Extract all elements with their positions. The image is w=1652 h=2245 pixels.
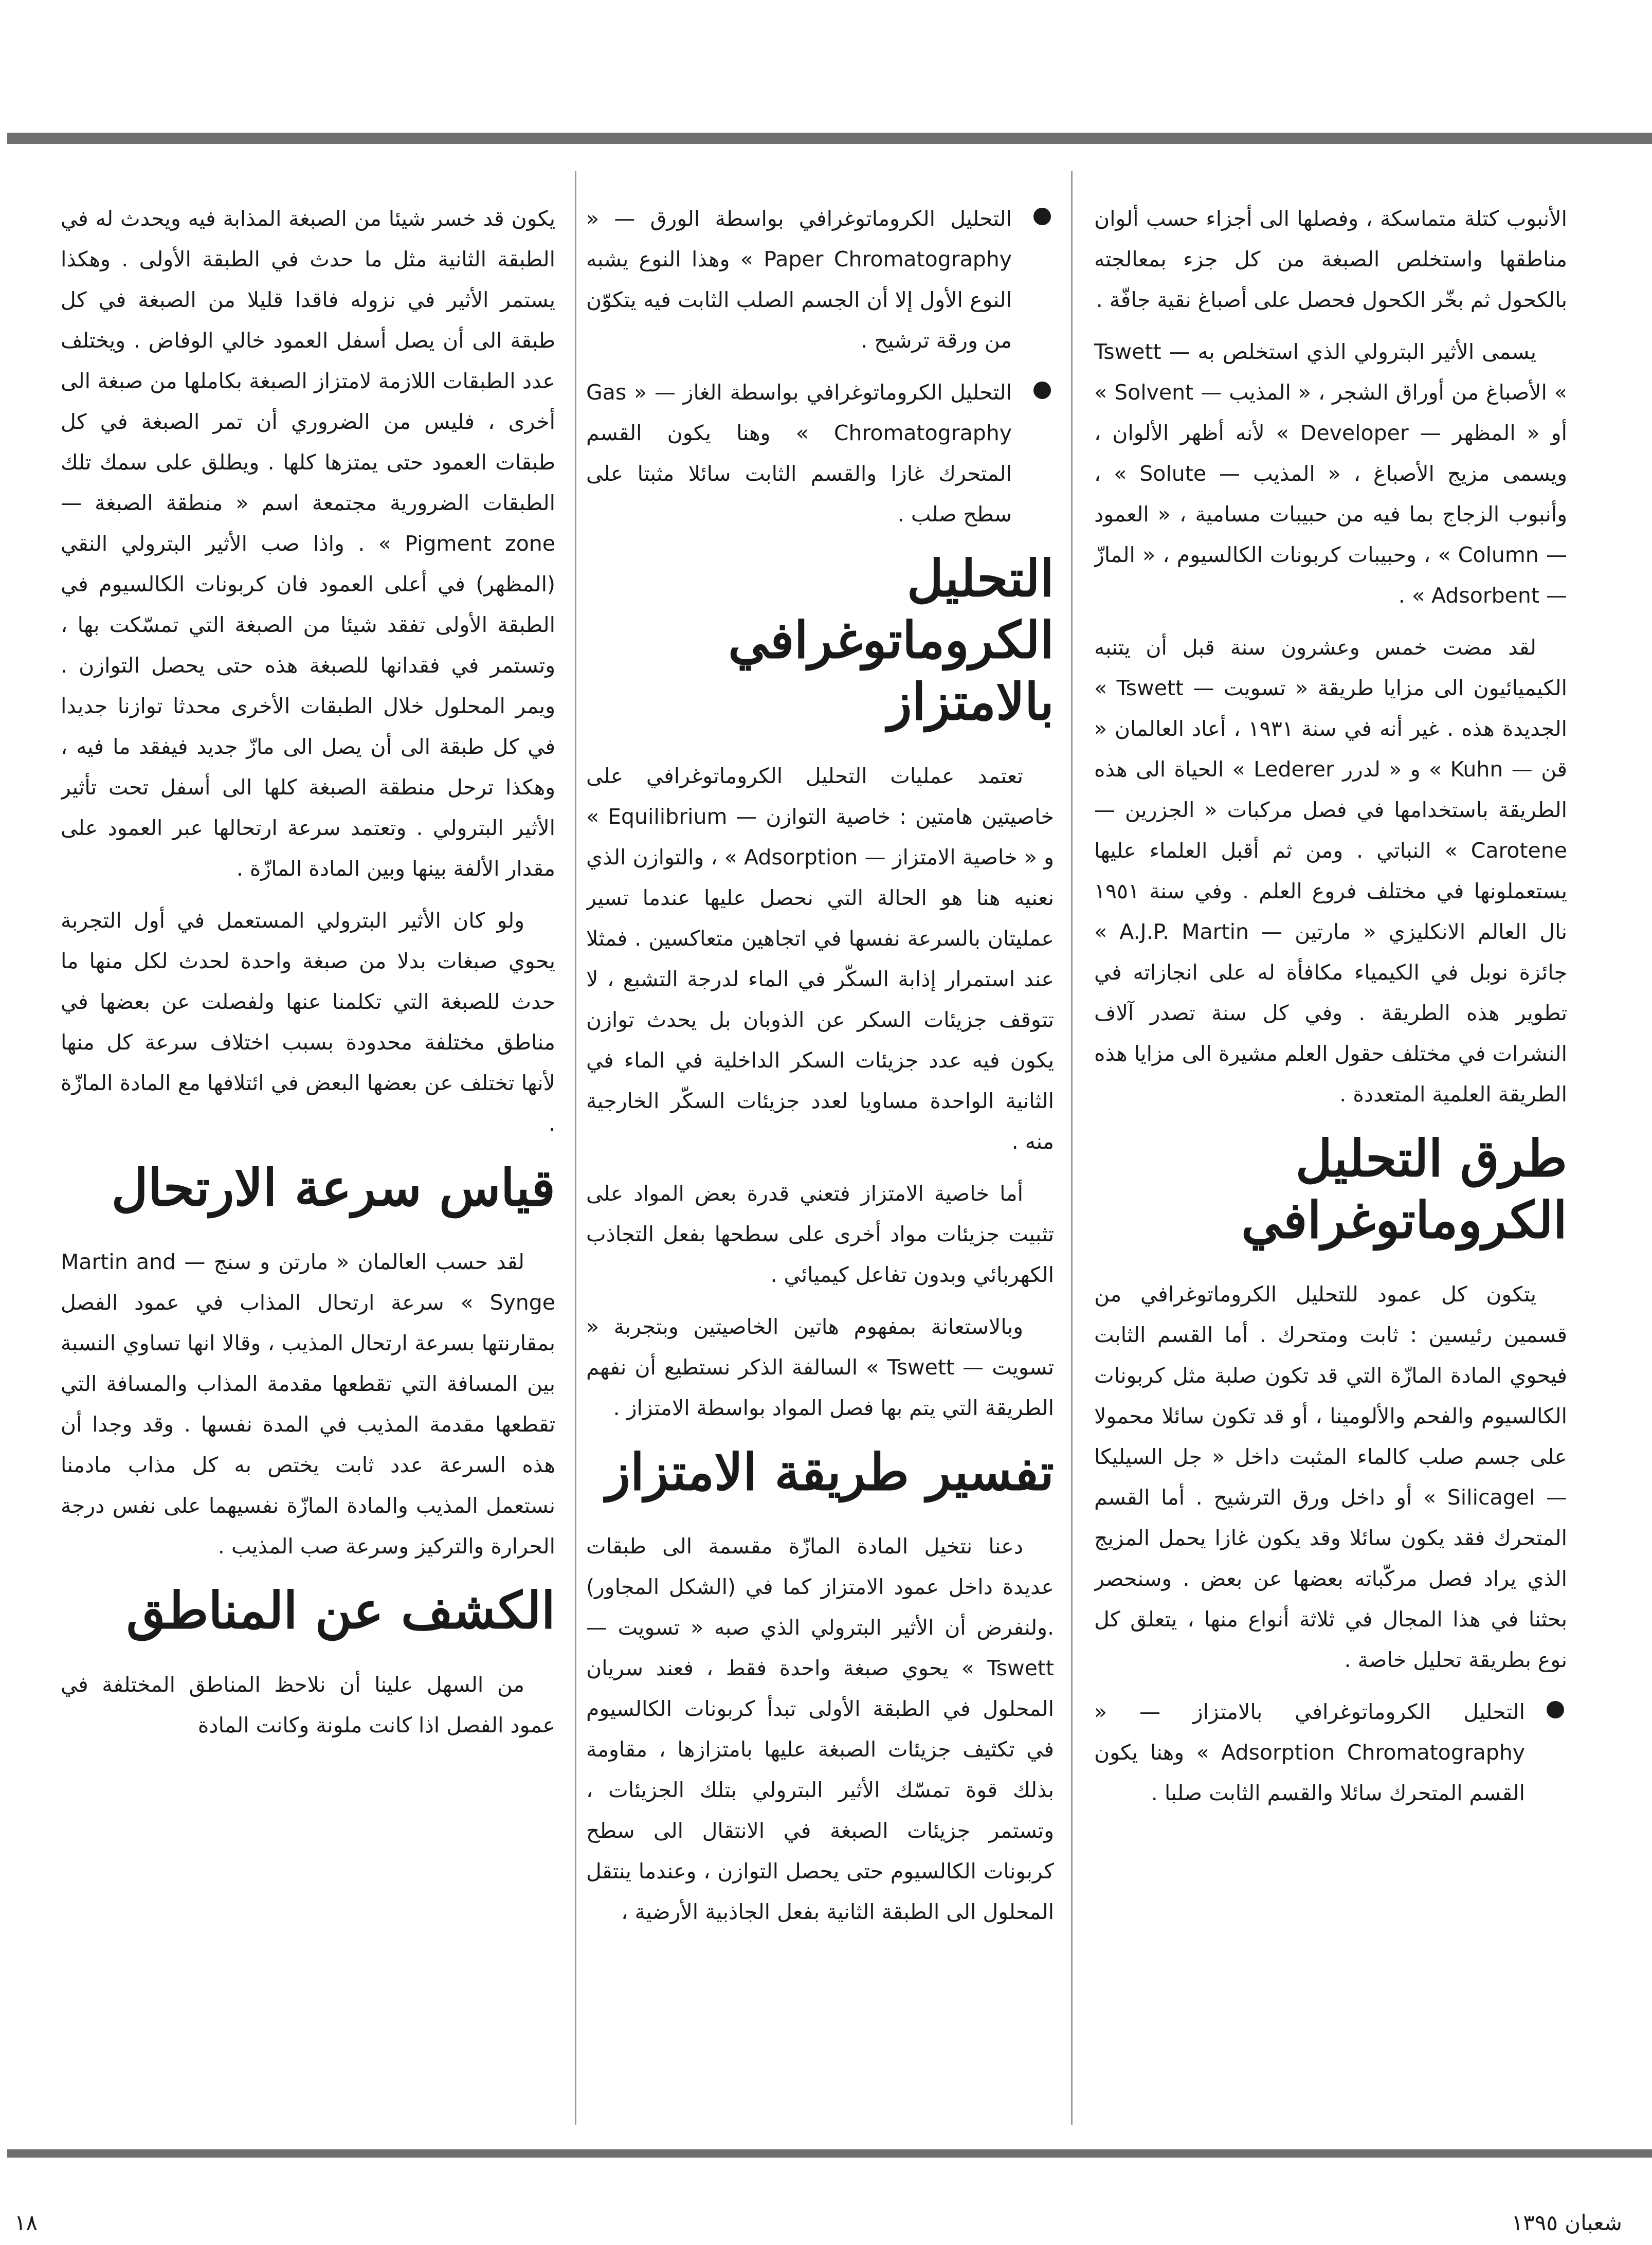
paragraph: من السهل علينا أن نلاحظ المناطق المختلفة في عمود الفصل اذا كانت ملونة وكانت المادة [61, 1672, 555, 1737]
bullet-text: التحليل الكروماتوغرافي بواسطة الورق — « Paper Chromatography » وهذا النوع يشبه النوع الأول إلا أن الجسم الصلب الثابت فيه يتكوّن من ورقة ترشيح . [586, 206, 1012, 353]
bottom-rule [7, 2149, 1652, 2158]
bullet-icon [1547, 1701, 1564, 1718]
column-right [1094, 198, 1567, 2132]
bullet-text: التحليل الكروماتوغرافي بالامتزاز — « Adsorption Chromatography » وهنا يكون القسم المتحرك سائلا والقسم الثابت صلبا . [1094, 1699, 1526, 1805]
bullet-text: التحليل الكروماتوغرافي بواسطة الغاز — « Gas Chromatography » وهنا يكون القسم المتحرك غازا والقسم الثابت سائلا مثبتا على سطح صلب . [586, 380, 1012, 527]
bullet-item [586, 372, 1054, 535]
issue-date: شعبان ١٣٩٥ [1511, 2210, 1622, 2235]
section-heading: التحليل الكروماتوغرافي بالامتزاز [728, 549, 1054, 732]
bullet-icon [1033, 208, 1051, 225]
paragraph: تعتمد عمليات التحليل الكروماتوغرافي على خاصيتين هامتين : خاصية التوازن — Equilibrium » و « خاصية الامتزاز — Adsorption » ، والتوازن الذي نعنيه هنا هو الحالة التي نحصل عليها عندما تسير عمليتان بالسرعة نفسها في اتجاهين متعاكسين . فمثلا عند استمرار إذابة السكّر في الماء لدرجة التشبع ، لا تتوقف جزيئات السكر عن الذوبان بل يحدث توازن يكون فيه عدد جزيئات السكر الداخلية في الماء في الثانية الواحدة مساويا لعدد جزيئات السكّر الخارجية منه . [586, 764, 1054, 1154]
paragraph: ولو كان الأثير البترولي المستعمل في أول التجربة يحوي صبغات بدلا من صبغة واحدة لحدث لكل منها ما حدث للصبغة التي تكلمنا عنها ولفصلت عن بعضها في مناطق مختلفة محدودة بسبب اختلاف سرعة كل منها لأنها تختلف عن بعضها البعض في ائتلافها مع المادة المازّة . [61, 908, 555, 1136]
bullet-icon [1033, 382, 1051, 399]
paragraph: الأنبوب كتلة متماسكة ، وفصلها الى أجزاء حسب ألوان مناطقها واستخلص الصبغة من كل جزء بمعالجته بالكحول ثم بخّر الكحول فحصل على أصباغ نقية جافّة . [1094, 206, 1567, 312]
section-heading: قياس سرعة الارتحال [111, 1158, 555, 1218]
column-middle [586, 198, 1054, 2132]
paragraph: لقد مضت خمس وعشرون سنة قبل أن يتنبه الكيميائيون الى مزايا طريقة « تسويت — Tswett » الجديدة هذه . غير أنه في سنة ١٩٣١ ، أعاد العالمان « قن — Kuhn » و « لدرر Lederer » الحياة الى هذه الطريقة باستخدامها في فصل مركبات « الجزرين — Carotene » النباتي . ومن ثم أقبل العلماء عليها يستعملونها في مختلف فروع العلم . وفي سنة ١٩٥١ نال العالم الانكليزي « مارتين — A.J.P. Martin » جائزة نوبل في الكيمياء مكافأة له على انجازاته في تطوير هذه الطريقة . وفي كل سنة تصدر آلاف النشرات في مختلف حقول العلم مشيرة الى مزايا هذه الطريقة العلمية المتعددة . [1094, 635, 1567, 1107]
section-heading: تفسير طريقة الامتزاز [606, 1443, 1054, 1502]
column-left [61, 198, 555, 2132]
bullet-item [1094, 1692, 1567, 1814]
column-divider [1071, 171, 1073, 2125]
paragraph: يكون قد خسر شيئا من الصبغة المذابة فيه ويحدث له في الطبقة الثانية مثل ما حدث في الطبقة الأولى . وهكذا يستمر الأثير في نزوله فاقدا قليلا من الصبغة في كل طبقة الى أن يصل أسفل العمود خالي الوفاض . ويختلف عدد الطبقات اللازمة لامتزاز الصبغة بكاملها من صبغة الى أخرى ، فليس من الضروري أن تمر الصبغة في كل طبقات العمود حتى يمتزها كلها . ويطلق على سمك تلك الطبقات الضرورية مجتمعة اسم « منطقة الصبغة — Pigment zone » . واذا صب الأثير البترولي النقي (المظهر) في أعلى العمود فان كربونات الكالسيوم في الطبقة الأولى تفقد شيئا من الصبغة التي تمسّكت بها ، وتستمر في فقدانها للصبغة هذه حتى يحصل التوازن . ويمر المحلول خلال الطبقات الأخرى محدثا توازنا جديدا في كل طبقة الى أن يصل الى مازّ جديد فيفقد ما فيه ، وهكذا ترحل منطقة الصبغة كلها الى أسفل تحت تأثير الأثير البترولي . وتعتمد سرعة ارتحالها عبر العمود على مقدار الألفة بينها وبين المادة المازّة . [61, 206, 555, 881]
paragraph: وبالاستعانة بمفهوم هاتين الخاصيتين وبتجربة « تسويت — Tswett » السالفة الذكر نستطيع أن نفهم الطريقة التي يتم بها فصل المواد بواسطة الامتزاز . [586, 1314, 1054, 1420]
column-divider [575, 171, 576, 2125]
paragraph: أما خاصية الامتزاز فتعني قدرة بعض المواد على تثبيت جزيئات مواد أخرى على سطحها بفعل التجاذب الكهربائي وبدون تفاعل كيميائي . [586, 1181, 1054, 1287]
paragraph: دعنا نتخيل المادة المازّة مقسمة الى طبقات عديدة داخل عمود الامتزاز كما في (الشكل المجاور) .ولنفرض أن الأثير البترولي الذي صبه « تسويت — Tswett » يحوي صبغة واحدة فقط ، فعند سريان المحلول في الطبقة الأولى تبدأ كربونات الكالسيوم في تكثيف جزيئات الصبغة عليها بامتزازها ، مقاومة بذلك قوة تمسّك الأثير البترولي بتلك الجزيئات ، وتستمر جزيئات الصبغة في الانتقال الى سطح كربونات الكالسيوم حتى يحصل التوازن ، وعندما ينتقل المحلول الى الطبقة الثانية بفعل الجاذبية الأرضية ، [586, 1534, 1054, 1924]
section-heading: طرق التحليل الكروماتوغرافي [1241, 1129, 1567, 1250]
section-heading: الكشف عن المناطق [126, 1581, 555, 1640]
paragraph: يسمى الأثير البترولي الذي استخلص به — Tswett » الأصباغ من أوراق الشجر ، « المذيب — Solvent » أو « المظهر — Developer » لأنه أظهر الألوان ، ويسمى مزيج الأصباغ ، « المذيب — Solute » ، وأنبوب الزجاج بما فيه من حبيبات مسامية ، « العمود — Column » ، وحبيبات كربونات الكالسيوم ، « المازّ — Adsorbent » . [1094, 339, 1567, 608]
top-rule [7, 133, 1652, 144]
paragraph: يتكون كل عمود للتحليل الكروماتوغرافي من قسمين رئيسين : ثابت ومتحرك . أما القسم الثابت فيحوي المادة المازّة التي قد تكون صلبة مثل كربونات الكالسيوم والفحم والألومينا ، أو قد تكون سائلا محمولا على جسم صلب كالماء المثبت داخل « جل السيليكا — Silicagel » أو داخل ورق الترشيح . أما القسم المتحرك فقد يكون سائلا وقد يكون غازا يحمل المزيج الذي يراد فصل مركّباته بعضها عن بعض . وسنحصر بحثنا في هذا المجال في ثلاثة أنواع منها ، يتعلق كل نوع بطريقة تحليل خاصة . [1094, 1282, 1567, 1672]
paragraph: لقد حسب العالمان « مارتن و سنج — Martin and Synge » سرعة ارتحال المذاب في عمود الفصل بمقارنتها بسرعة ارتحال المذيب ، وقالا انها تساوي النسبة بين المسافة التي تقطعها مقدمة المذاب والمسافة التي تقطعها مقدمة المذيب في المدة نفسها . وقد وجدا أن هذه السرعة عدد ثابت يختص به كل مذاب مادمنا نستعمل المذيب والمادة المازّة نفسيهما على نفس درجة الحرارة والتركيز وسرعة صب المذيب . [61, 1250, 555, 1559]
bullet-item [586, 198, 1054, 361]
page-number: ١٨ [14, 2210, 38, 2235]
